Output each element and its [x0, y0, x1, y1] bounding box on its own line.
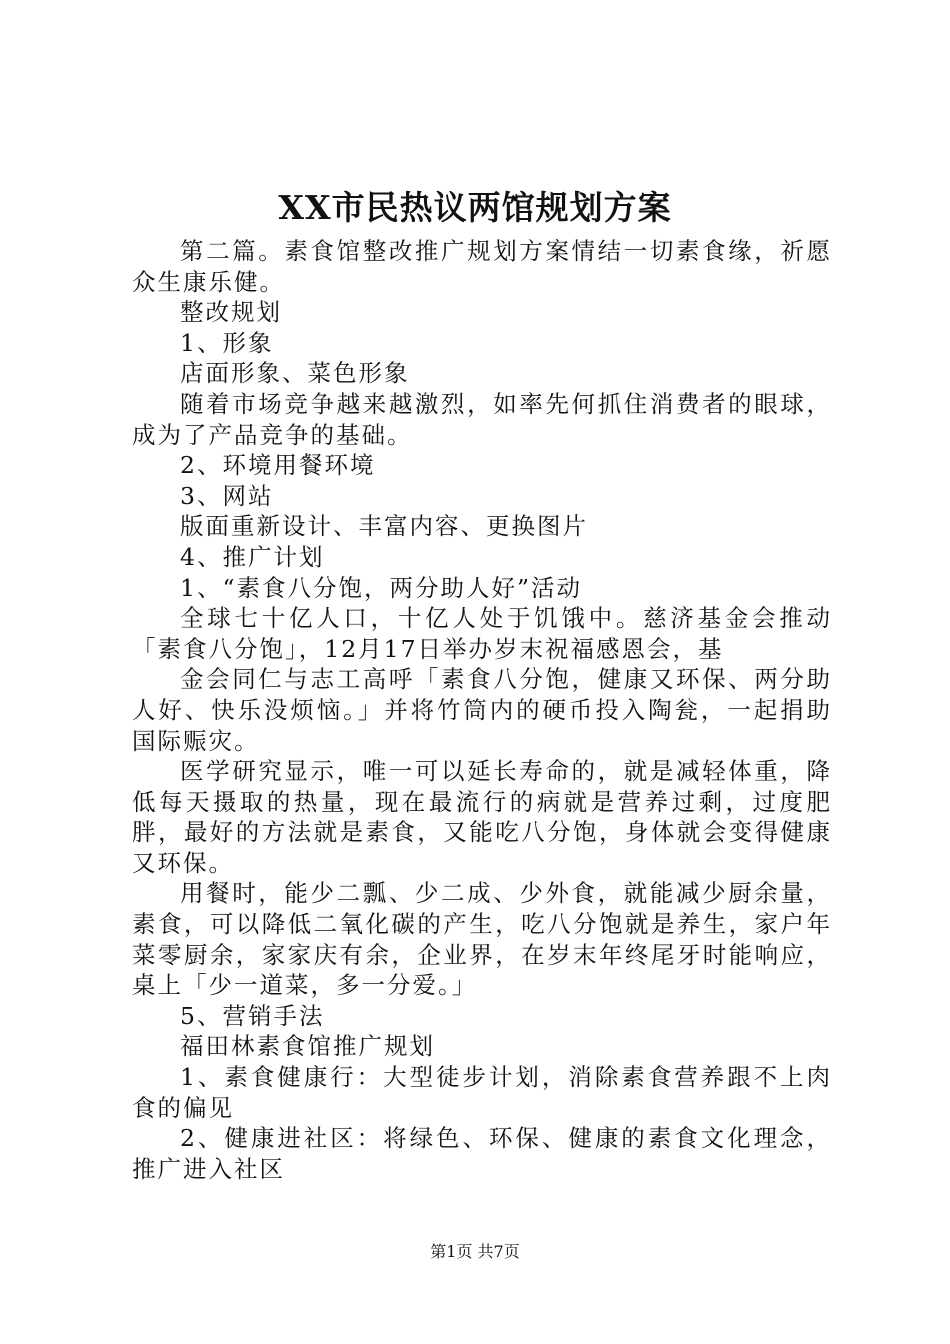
paragraph: 3、网站 — [180, 481, 274, 510]
paragraph: 随着市场竞争越来越激烈，如率先何抓住消费者的眼球，成为了产品竞争的基础。 — [132, 389, 832, 449]
paragraph: 4、推广计划 — [180, 542, 325, 571]
document-title: XX市民热议两馆规划方案 — [278, 188, 672, 227]
paragraph: 医学研究显示，唯一可以延长寿命的，就是减轻体重，降低每天摄取的热量，现在最流行的病就是营养过剩，过度肥胖，最好的方法就是素食，又能吃八分饱，身体就会变得健康又环保。 — [132, 757, 832, 877]
paragraph: 店面形象、菜色形象 — [180, 359, 410, 388]
document-body — [132, 236, 832, 1184]
paragraph: 整改规划 — [180, 298, 282, 327]
page-footer: 第1页 共7页 — [430, 1242, 520, 1261]
paragraph: 版面重新设计、丰富内容、更换图片 — [180, 512, 588, 541]
paragraph: 1、“素食八分饱，两分助人好”活动 — [180, 573, 582, 602]
paragraph: 2、环境用餐环境 — [180, 451, 376, 480]
paragraph: 全球七十亿人口，十亿人处于饥饿中。慈济基金会推动「素食八分饱」，12月17日举办岁末祝福感恩会，基 — [132, 604, 832, 663]
paragraph: 第二篇。素食馆整改推广规划方案情结一切素食缘，祈愿众生康乐健。 — [132, 237, 832, 296]
paragraph: 1、形象 — [180, 328, 274, 357]
paragraph: 用餐时，能少二瓢、少二成、少外食，就能减少厨余量，素食，可以降低二氧化碳的产生，吃八分饱就是养生，家户年菜零厨余，家家庆有余，企业界，在岁末年终尾牙时能响应，桌上「少一道菜，多一分爱。」 — [132, 879, 832, 1000]
paragraph: 1、素食健康行：大型徒步计划，消除素食营养跟不上肉食的偏见 — [132, 1063, 832, 1122]
paragraph: 2、健康进社区：将绿色、环保、健康的素食文化理念，推广进入社区 — [132, 1124, 832, 1183]
paragraph: 福田林素食馆推广规划 — [180, 1032, 435, 1061]
paragraph: 5、营销手法 — [180, 1001, 325, 1030]
paragraph: 金会同仁与志工高呼「素食八分饱，健康又环保、两分助人好、快乐没烦恼。」并将竹筒内的硬币投入陶瓮，一起捐助国际赈灾。 — [132, 665, 832, 755]
